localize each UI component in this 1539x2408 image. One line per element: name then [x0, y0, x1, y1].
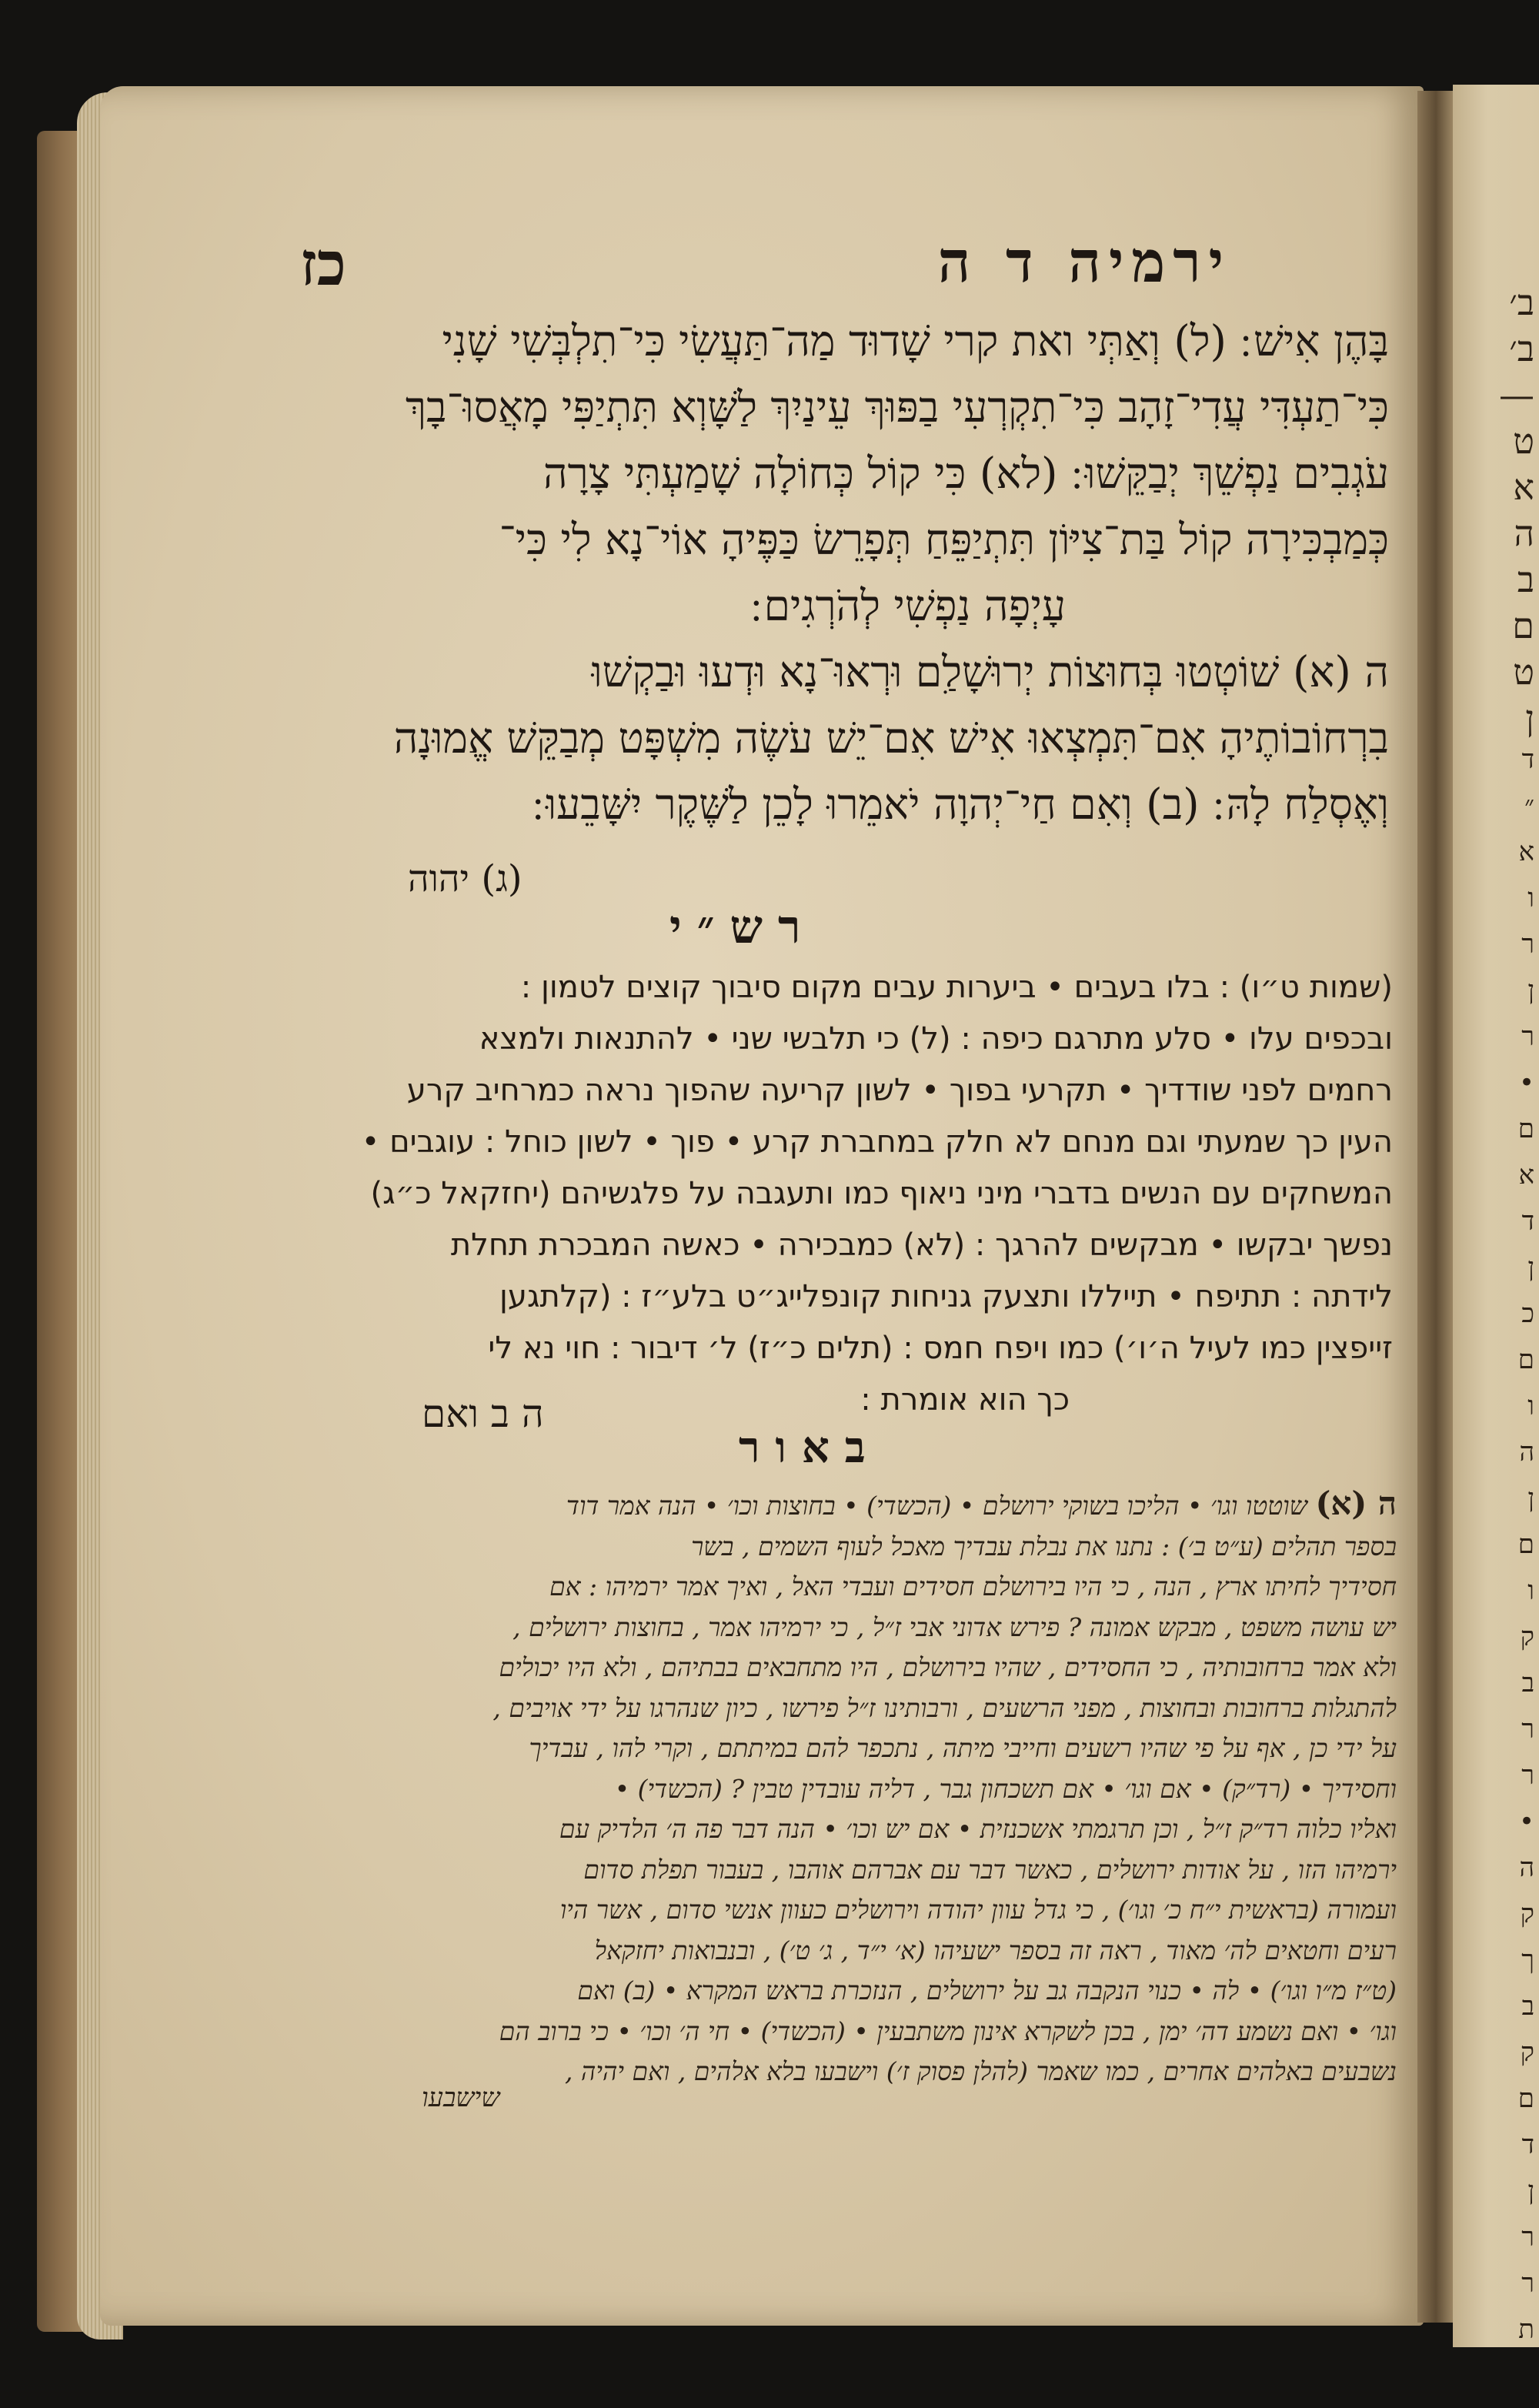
verse-line: בִרְחוֹבוֹתֶיהָ אִם־תִּמְצְאוּ אִישׁ אִם־יֵשׁ עֹשֶׂה מִשְׁפָּט מְבַקֵּשׁ אֱמוּנָה [393, 713, 1389, 763]
facing-page-fragment: ן [1527, 975, 1534, 1006]
verse-line: כְּמַבְכִּירָה קוֹל בַּת־צִיּוֹן תִּתְיַפֵּחַ תְּפָרֵשׂ כַּפֶּיהָ אוֹי־נָא לִי כִּי־ [499, 515, 1389, 564]
facing-page-fragment: ב [1521, 1991, 1534, 2022]
catchword-rashi: ה ב ואם [422, 1391, 544, 1436]
biur-line: על ידי כן , אף על פי שהיו רשעים וחייבי מיתה , נתכפר להם במיתתם , וקרי להו , עבדיך [529, 1733, 1397, 1763]
biur-line: נשבעים באלהים אחרים , כמו שאמר (להלן פסוק ז׳) וישבעו בלא אלהים , ואם יהיה , [565, 2056, 1397, 2086]
facing-page-fragment: כ [1521, 1298, 1534, 1329]
facing-page-fragment: ם [1517, 1529, 1534, 1560]
facing-page-fragment: ן [1527, 1252, 1534, 1283]
facing-page-fragment: ו [1527, 1575, 1534, 1606]
verse-line: עָיְפָה נַפְשִׁי לְהֹרְגִים ׃ [750, 581, 1066, 630]
biur-line: רעים וחטאים לה׳ מאוד , ראה זה בספר ישעיהו (א׳ י״ד , ג׳ ט׳) , ובנבואות יחזקאל [594, 1935, 1397, 1965]
running-head [277, 229, 1400, 306]
facing-page-fragment: ן [1525, 697, 1534, 739]
biur-line: ואליו כלוה רד״ק ז״ל , וכן תרגמתי אשכנזית • אם יש וכו׳ • הנה דבר פה ה׳ הלדיק עם [559, 1814, 1397, 1844]
biur-line: ולא אמר ברחובותיה , כי החסידים , שהיו בירושלם , היו מתחבאים בבתיהם , ולא היו יכולים [499, 1652, 1397, 1682]
rashi-line: ובכפים עלו • סלע מתרגם כיפה : (ל) כי תלבשי שני • להתנאות ולמצא [479, 1021, 1393, 1057]
rashi-line: נפשך יבקשו • מבקשים להרגך : (לא) כמבכירה • כאשה המבכרת תחלת [450, 1227, 1393, 1263]
facing-page-fragment: ״ [1524, 790, 1534, 821]
facing-page-fragment: ב [1517, 559, 1534, 600]
page-number: כז [300, 229, 346, 299]
rashi-line: המשחקים עם הנשים בדברי מיני ניאוף כמו ותעגבה על פלגשיהם (יחזקאל כ״ג) [370, 1176, 1393, 1211]
facing-page-fragment: ו [1527, 883, 1534, 913]
rashi-line: רחמים לפני שודדיך • תקרעי בפוך • לשון קריעה שהפוך נראה כמרחיב קרע [406, 1073, 1393, 1108]
verse-line: ה (א) שׁוֹטְטוּ בְּחוּצוֹת יְרוּשָׁלִַם וּרְאוּ־נָא וּדְעוּ וּבַקְשׁוּ [591, 647, 1389, 696]
facing-page-fragment: ב [1521, 1668, 1534, 1698]
biur-lead: ה (א) [1315, 1485, 1397, 1522]
facing-page-fragment: ט [1513, 651, 1534, 693]
facing-page-fragment: ם [1517, 1344, 1534, 1375]
facing-page-fragment: ם [1512, 605, 1534, 646]
book-name: ירמיה ד ה [937, 229, 1231, 296]
facing-page-edge [1453, 85, 1539, 2347]
facing-page-fragment: ך [1521, 1945, 1534, 1975]
facing-page-fragment: ם [1517, 2083, 1534, 2114]
biur-line: להתגלות ברחובות ובחוצות , מפני הרשעים , ורבותינו ז״ל פירשו , כיון שנהרגו על ידי אויבים , [492, 1692, 1397, 1723]
facing-page-fragment: ה [1519, 1437, 1534, 1468]
rashi-line: (שמות ט״ו) : בלו בעבים • ביערות עבים מקום סיבוך קוצים לטמון : [520, 970, 1393, 1005]
verse-line: בָּהֶן אִישׁ ׃ (ל) וְאַתְּי ואת קרי שָׁדוּד מַה־תַּעֲשִׂי כִּי־תִלְבְּשִׁי שָׁנִי [442, 316, 1389, 366]
facing-page-fragment: ד [1521, 1206, 1534, 1237]
biur-line: בספר תהלים (ע״ט ב׳) : נתנו את נבלת עבדיך מאכל לעוף השמים , בשר [691, 1531, 1397, 1561]
facing-page-fragment: • [1518, 1067, 1534, 1098]
facing-page-fragment: ם [1517, 1114, 1534, 1144]
verse-line: עֹגְבִים נַפְשֵׁךְ יְבַקֵּשׁוּ ׃ (לא) כִּי קוֹל כְּחוֹלָה שָׁמַעְתִּי צָרָה [542, 449, 1389, 498]
verse-line: וְאֶסְלַח לָהּ ׃ (ב) וְאִם חַי־יְהוָה יֹאמֵרוּ לָכֵן לַשֶּׁקֶר יִשָּׁבֵעוּ ׃ [532, 780, 1389, 829]
biur-line: חסידיך לחיתו ארץ , הנה , כי היו בירושלם חסידים ועבדי האל , ואיך אמר ירמיהו : אם [549, 1571, 1397, 1601]
rashi-line: העין כך שמעתי וגם מנחם לא חלק במחברת קרע • פוך • לשון כוחל : עוגבים • [361, 1124, 1393, 1160]
facing-page-fragment: ב׳ [1509, 282, 1534, 323]
rashi-heading: רש״י [669, 900, 816, 954]
facing-page-fragment: ת [1518, 2314, 1534, 2345]
facing-page-fragment: ר [1521, 2268, 1534, 2299]
rashi-line: כך הוא אומרת : [860, 1382, 1070, 1418]
facing-page-fragment: א [1518, 1160, 1534, 1191]
biur-line: וחסידיך • (רד״ק) • אם וגו׳ • אם תשכחון גבר , דליה עובדין טבין ? (הכשדי) • [614, 1773, 1397, 1804]
scripture-text [273, 308, 1389, 837]
facing-page-fragment: ד [1521, 2129, 1534, 2160]
facing-page-fragment: א [1518, 837, 1534, 867]
facing-page-fragment: ב׳ [1509, 328, 1534, 369]
facing-page-fragment: ן [1527, 1483, 1534, 1514]
facing-page-fragment: ר [1521, 2222, 1534, 2253]
facing-page-fragment: ה [1514, 513, 1534, 554]
facing-page-fragment: ו [1527, 1391, 1534, 1421]
rashi-line: לידתה : תתיפח • תייללו ותצעק גניחות קונפלייג״ט בלע״ז : (קלתגען [499, 1279, 1393, 1314]
facing-page-fragment: ר [1521, 1021, 1534, 1052]
biur-line: וגו׳ • ואם נשמע דה׳ ימן , בכן לשקרא אינון משתבעין • (הכשדי) • חי ה׳ וכו׳ • כי ברוב הם [499, 2016, 1397, 2046]
facing-page-fragment: ר [1521, 1760, 1534, 1791]
facing-page-fragment: ק [1520, 1621, 1534, 1652]
biur-line [281, 1484, 1397, 1527]
facing-page-fragment: ן [1527, 2176, 1534, 2206]
biur-line: ועמורה (בראשית י״ח כ׳ וגו׳) , כי גדל עוון יהודה וירושלים כעוון אנשי סדום , אשר היו [559, 1895, 1397, 1925]
catchword-scripture: (ג) יהוה [408, 857, 522, 900]
facing-page-fragment: ה [1519, 1852, 1534, 1883]
facing-page-fragment: ק [1520, 2037, 1534, 2068]
biur-line: יש עושה משפט , מבקש אמונה ? פירש אדוני אבי ז״ל , כי ירמיהו אמר , בחוצות ירושלים , [512, 1611, 1397, 1642]
facing-page-fragment: ק [1520, 1899, 1534, 1929]
rashi-line: זייפצין כמו לעיל ה׳ו׳) כמו ויפח חמס : (תלים כ״ז) ל׳ דיבור : חוי נא לי [488, 1331, 1393, 1366]
facing-page-fragment: ר [1521, 929, 1534, 960]
verse-line: כִּי־תַעְדִּי עֲדִי־זָהָב כִּי־תִקְרְעִי בַפּוּךְ עֵינַיִךְ לַשָּׁוְא תִּתְיַפִּי מָאֲסוּ־בָךְ [405, 382, 1389, 432]
facing-page-fragment: א [1513, 466, 1534, 508]
biur-heading: באור [739, 1422, 881, 1473]
facing-page-fragment: ר [1521, 1714, 1534, 1745]
rashi-commentary [262, 962, 1393, 1426]
biur-line-text: שוטטו וגו׳ • הליכו בשוקי ירושלם • (הכשדי) • בחוצות וכו׳ • הנה אמר דוד [566, 1491, 1307, 1521]
facing-page-fragment: ד [1521, 744, 1534, 775]
biur-line: ירמיהו הזו , על אודות ירושלים , כאשר דבר עם אברהם אוהבו , בעבור תפלת סדום [583, 1854, 1397, 1885]
facing-page-fragment: • [1518, 1806, 1534, 1837]
biur-commentary [281, 1484, 1397, 2092]
biur-line: (ט״ז מ״ו וגו׳) • לה • כנוי הנקבה גב על ירושלים , הנזכרת בראש המקרא • (ב) ואם [577, 1975, 1397, 2006]
facing-page-fragment: — [1499, 374, 1534, 416]
book-gutter [1417, 91, 1454, 2323]
catchword-biur: שישבעו [422, 2082, 500, 2113]
facing-page-fragment: ט [1513, 420, 1534, 462]
